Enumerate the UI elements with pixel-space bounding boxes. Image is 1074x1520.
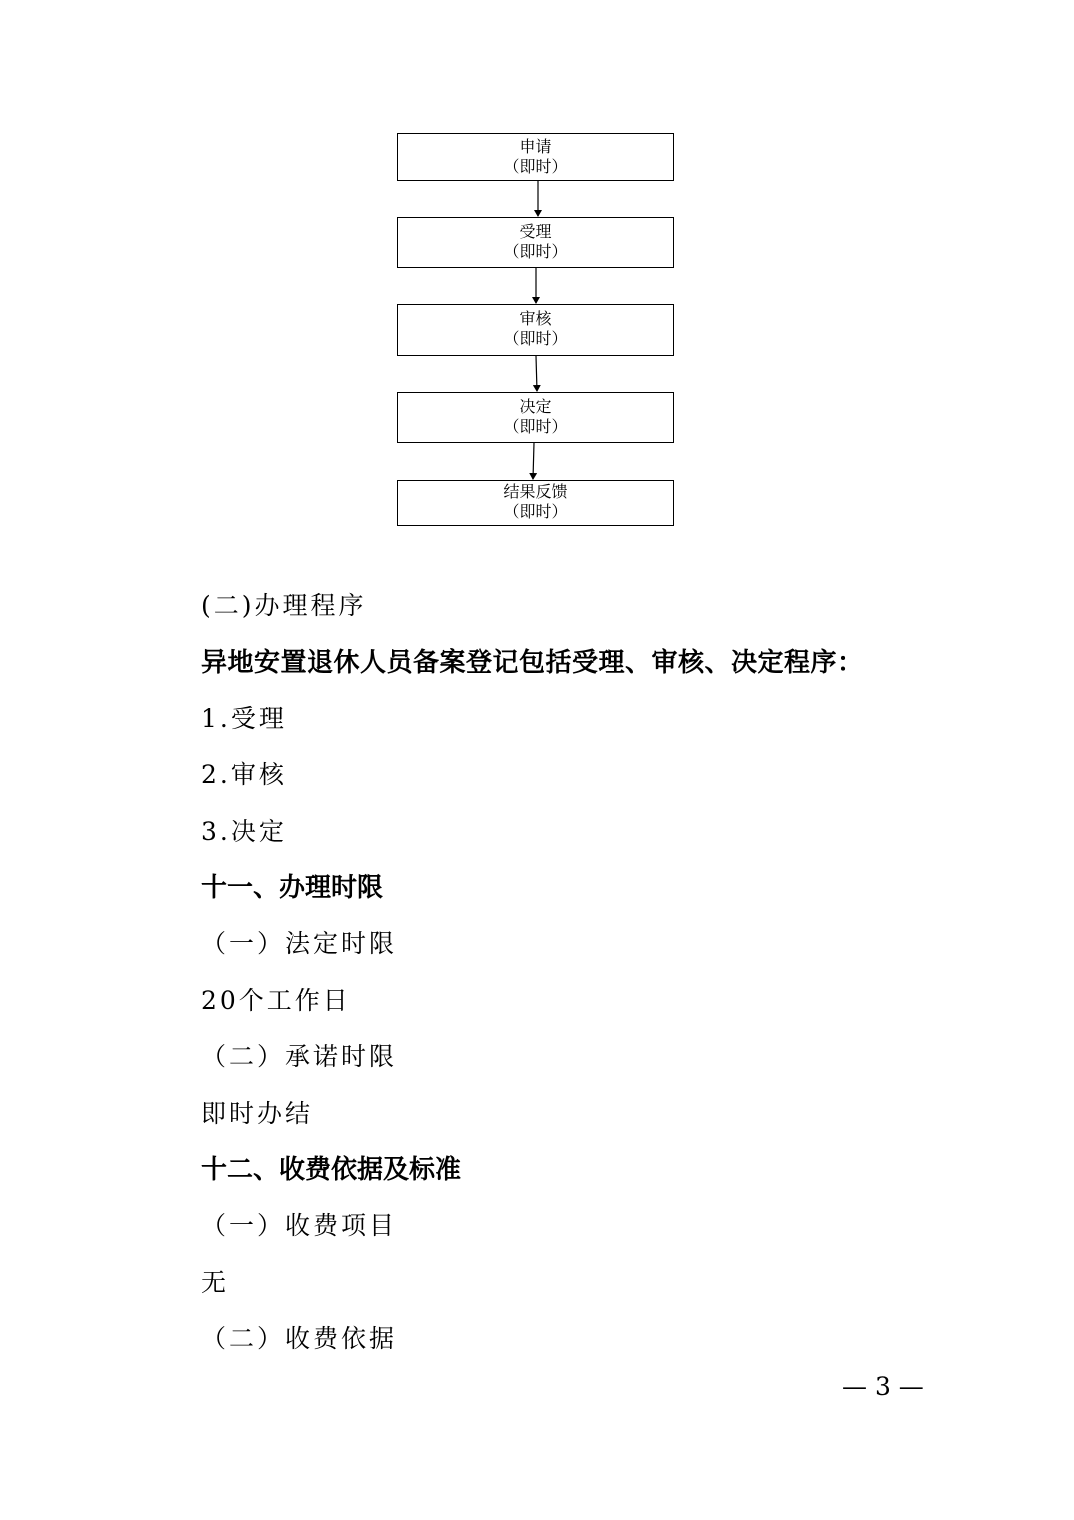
page-number: — 3 — xyxy=(842,1372,924,1401)
promised-limit-heading: （二）承诺时限 xyxy=(201,1042,398,1071)
procedure-item: 3.决定 xyxy=(201,817,287,846)
fee-item-value: 无 xyxy=(201,1268,230,1297)
fee-basis-heading: （二）收费依据 xyxy=(201,1324,398,1353)
flow-step-apply xyxy=(397,133,674,181)
promised-limit-value: 即时办结 xyxy=(201,1099,314,1128)
flow-step-review xyxy=(397,304,674,356)
procedure-item: 2.审核 xyxy=(201,760,287,789)
flow-step-label: 审核 xyxy=(519,309,552,328)
procedure-item: 1.受理 xyxy=(201,704,287,733)
flow-step-accept xyxy=(397,217,674,268)
flowchart-arrows xyxy=(0,0,1074,560)
flow-step-timing: （即时） xyxy=(503,329,568,348)
legal-limit-value: 20个工作日 xyxy=(201,986,351,1015)
flow-step-feedback xyxy=(397,480,674,526)
flow-step-label: 结果反馈 xyxy=(503,482,568,501)
section-11-heading: 十一、办理时限 xyxy=(201,873,384,903)
flow-step-timing: （即时） xyxy=(503,157,568,176)
flow-arrow xyxy=(536,356,537,391)
flow-step-timing: （即时） xyxy=(503,502,568,521)
section-12-heading: 十二、收费依据及标准 xyxy=(201,1155,462,1185)
procedure-heading: (二)办理程序 xyxy=(201,591,367,620)
procedure-intro: 异地安置退休人员备案登记包括受理、审核、决定程序： xyxy=(201,648,864,678)
flow-arrow xyxy=(533,443,534,479)
flow-step-label: 受理 xyxy=(519,222,552,241)
legal-limit-heading: （一）法定时限 xyxy=(201,929,398,958)
flow-step-timing: （即时） xyxy=(503,242,568,261)
flow-step-timing: （即时） xyxy=(503,417,568,436)
flow-step-decide xyxy=(397,392,674,443)
flow-step-label: 决定 xyxy=(519,397,552,416)
flow-step-label: 申请 xyxy=(519,137,552,156)
fee-item-heading: （一）收费项目 xyxy=(201,1211,398,1240)
